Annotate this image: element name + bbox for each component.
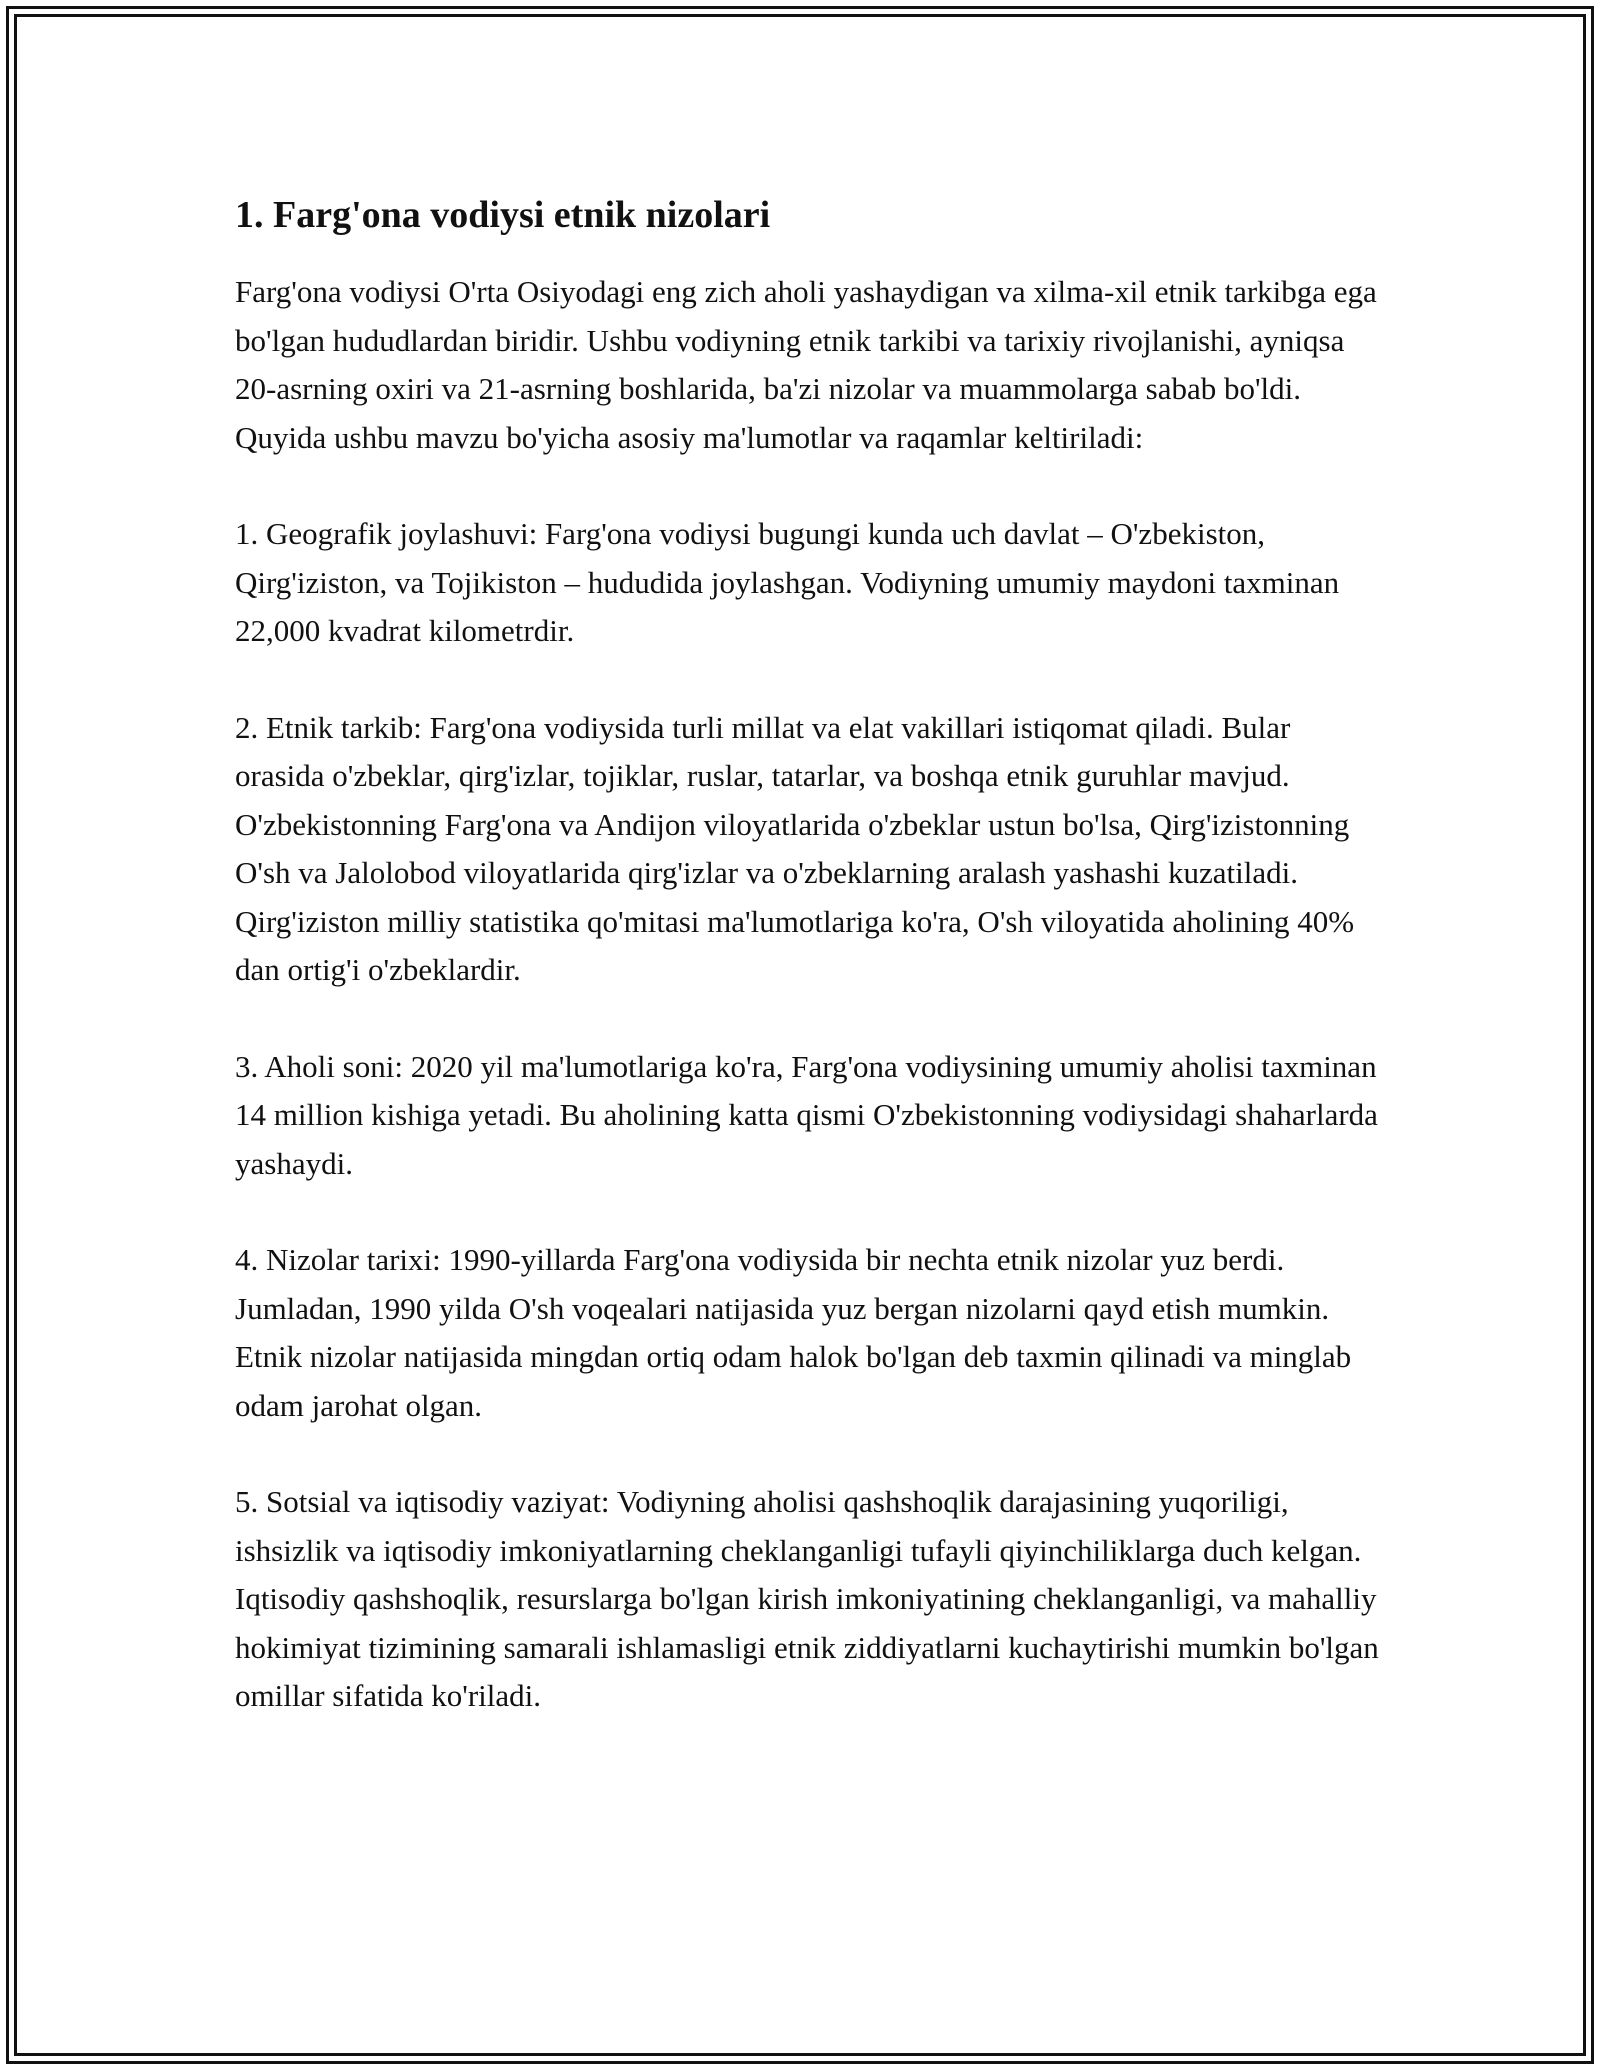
point-population: 3. Aholi soni: 2020 yil ma'lumotlariga ko'ra, Farg'ona vodiysining umumiy aholisi taxminan 14 million kishiga yetadi. Bu aholining katta qismi O'zbekistonning vodiysidagi shaharlarda yashaydi. [235,1048,1378,1181]
point-ethnic-composition: 2. Etnik tarkib: Farg'ona vodiysida turli millat va elat vakillari istiqomat qiladi. Bular orasida o'zbeklar, qirg'izlar, tojiklar, ruslar, tatarlar, va boshqa etnik guruhlar mavjud. O'zbekistonning Farg'ona va Andijon viloyatlarida o'zbeklar ustun bo'lsa, Qirg'izistonning O'sh va Jalolobod viloyatlarida qirg'izlar va o'zbeklarning aralash yashashi kuzatiladi. Qirg'iziston milliy statistika qo'mitasi ma'lumotlariga ko'ra, O'sh viloyatida aholining 40% dan ortig'i o'zbeklardir. [235,709,1355,987]
document-body [235,190,1385,1769]
point-social-economic: 5. Sotsial va iqtisodiy vaziyat: Vodiyning aholisi qashshoqlik darajasining yuqoriligi, ishsizlik va iqtisodiy imkoniyatlarning cheklanganligi tufayli qiyinchiliklarga duch kelgan. Iqtisodiy qashshoqlik, resurslarga bo'lgan kirish imkoniyatining cheklanganligi, va mahalliy hokimiyat tizimining samarali ishlamasligi etnik ziddiyatlarni kuchaytirishi mumkin bo'lgan omillar sifatida ko'riladi. [235,1484,1379,1713]
point-geography: 1. Geografik joylashuvi: Farg'ona vodiysi bugungi kunda uch davlat – O'zbekiston, Qirg'iziston, va Tojikiston – hududida joylashgan. Vodiyning umumiy maydoni taxminan 22,000 kvadrat kilometrdir. [235,516,1340,648]
document-heading: 1. Farg'ona vodiysi etnik nizolari [235,194,771,236]
point-conflict-history: 4. Nizolar tarixi: 1990-yillarda Farg'ona vodiysida bir nechta etnik nizolar yuz berdi. Jumladan, 1990 yilda O'sh voqealari natijasida yuz bergan nizolarni qayd etish mumkin. Etnik nizolar natijasida mingdan ortiq odam halok bo'lgan deb taxmin qilinadi va minglab odam jarohat olgan. [235,1242,1352,1423]
intro-paragraph: Farg'ona vodiysi O'rta Osiyodagi eng zich aholi yashaydigan va xilma-xil etnik tarkibga ega bo'lgan hududlardan biridir. Ushbu vodiyning etnik tarkibi va tarixiy rivojlanishi, ayniqsa 20-asrning oxiri va 21-asrning boshlarida, ba'zi nizolar va muammolarga sabab bo'ldi. Quyida ushbu mavzu bo'yicha asosiy ma'lumotlar va raqamlar keltiriladi: [235,274,1377,455]
